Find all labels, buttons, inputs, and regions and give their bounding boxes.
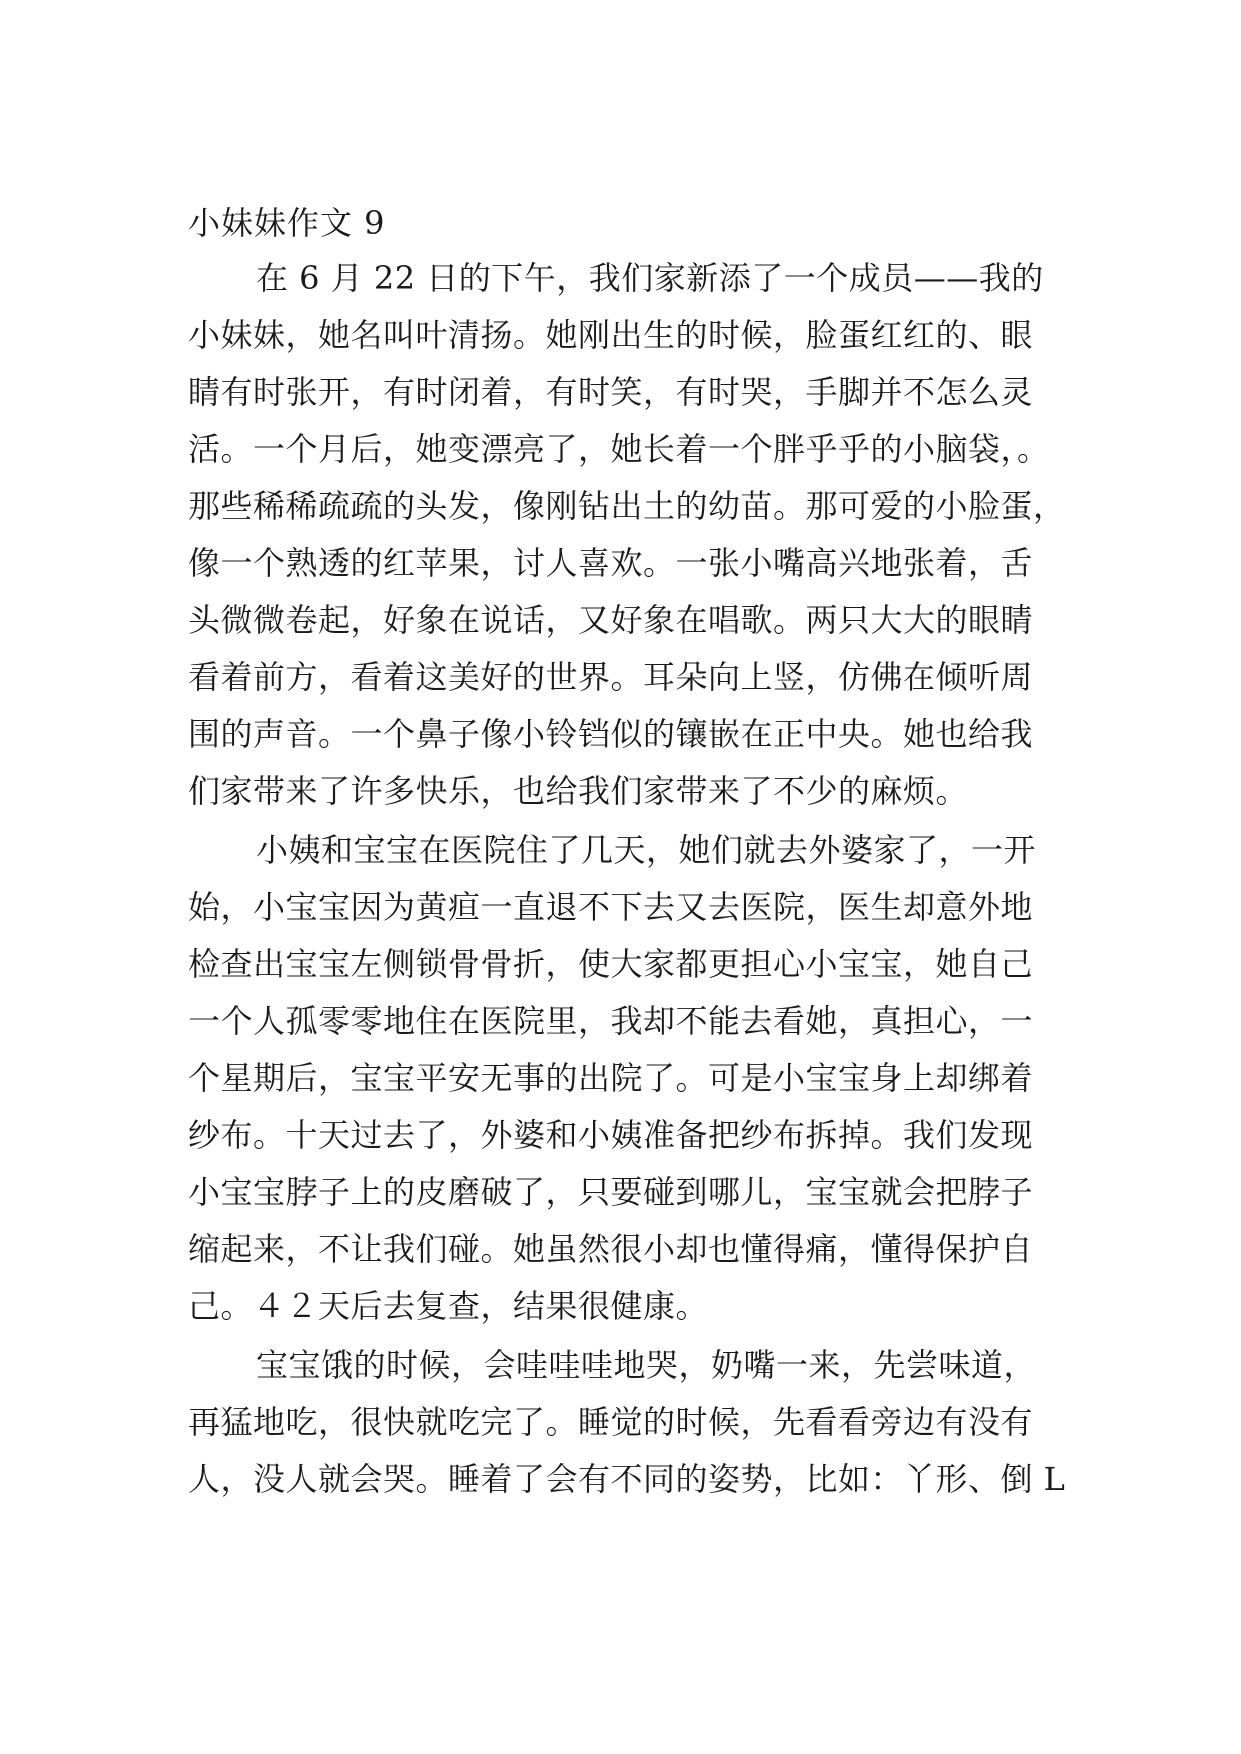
paragraph-line: 再猛地吃，很快就吃完了。睡觉的时候，先看看旁边有没有	[188, 1403, 1034, 1441]
paragraph-line: 始，小宝宝因为黄疸一直退不下去又去医院，医生却意外地	[188, 888, 1034, 926]
paragraph-line: 纱布。十天过去了，外婆和小姨准备把纱布拆掉。我们发现	[188, 1116, 1034, 1154]
paragraph-line: 个星期后，宝宝平安无事的出院了。可是小宝宝身上却绑着	[188, 1059, 1034, 1097]
paragraph-line: 己。４２天后去复查，结果很健康。	[188, 1287, 709, 1325]
paragraph-line: 睛有时张开，有时闭着，有时笑，有时哭，手脚并不怎么灵	[188, 373, 1034, 411]
paragraph-3	[188, 1337, 1068, 1508]
paragraph-line: 活。一个月后，她变漂亮了，她长着一个胖乎乎的小脑袋，。	[188, 430, 1050, 468]
paragraph-line: 那些稀稀疏疏的头发，像刚钻出土的幼苗。那可爱的小脸蛋，	[188, 487, 1066, 525]
paragraph-line: 一个人孤零零地住在医院里，我却不能去看她，真担心，一	[188, 1002, 1034, 1040]
paragraph-2	[188, 822, 1068, 1335]
paragraph-line: 宝宝饿的时候，会哇哇哇地哭，奶嘴一来，先尝味道，	[256, 1346, 1037, 1384]
paragraph-line: 人，没人就会哭。睡着了会有不同的姿势，比如：丫形、倒 L	[188, 1460, 1066, 1498]
paragraph-line: 小妹妹，她名叫叶清扬。她刚出生的时候，脸蛋红红的、眼	[188, 316, 1034, 354]
paragraph-line: 小姨和宝宝在医院住了几天，她们就去外婆家了，一开	[256, 831, 1037, 869]
paragraph-line: 看着前方，看着这美好的世界。耳朵向上竖，仿佛在倾听周	[188, 658, 1034, 696]
essay-title: 小妹妹作文 9	[188, 204, 386, 242]
paragraph-line: 像一个熟透的红苹果，讨人喜欢。一张小嘴高兴地张着，舌	[188, 544, 1034, 582]
paragraph-line: 缩起来，不让我们碰。她虽然很小却也懂得痛，懂得保护自	[188, 1230, 1034, 1268]
paragraph-line: 小宝宝脖子上的皮磨破了，只要碰到哪儿，宝宝就会把脖子	[188, 1173, 1034, 1211]
paragraph-line: 围的声音。一个鼻子像小铃铛似的镶嵌在正中央。她也给我	[188, 715, 1034, 753]
paragraph-line: 们家带来了许多快乐，也给我们家带来了不少的麻烦。	[188, 772, 969, 810]
paragraph-line: 在 6 月 22 日的下午，我们家新添了一个成员——我的	[256, 259, 1044, 297]
paragraph-line: 头微微卷起，好象在说话，又好象在唱歌。两只大大的眼睛	[188, 601, 1034, 639]
paragraph-line: 检查出宝宝左侧锁骨骨折，使大家都更担心小宝宝，她自己	[188, 945, 1034, 983]
paragraph-1	[188, 250, 1068, 820]
